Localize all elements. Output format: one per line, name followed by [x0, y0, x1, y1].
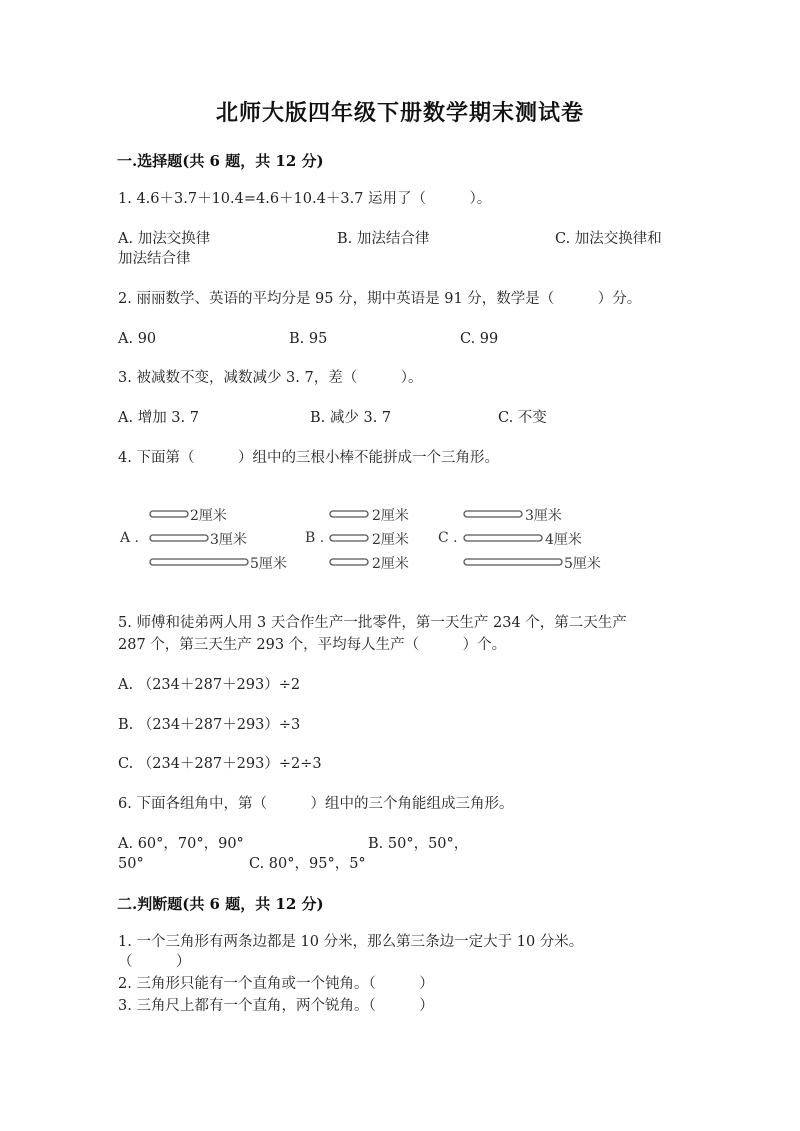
judgement-1-text-line-2: （ ）	[118, 954, 191, 970]
question-1-option-c: C. 加法交换律和	[555, 231, 662, 247]
judgement-3-text: 3. 三角尺上都有一个直角，两个锐角。（ ）	[118, 998, 434, 1014]
stick-a-2-length: 3厘米	[210, 532, 247, 548]
stick-a-1-length: 2厘米	[190, 508, 227, 524]
question-2-option-c: C. 99	[460, 331, 499, 347]
question-1-text: 1. 4.6＋3.7＋10.4=4.6＋10.4＋3.7 运用了（ ）。	[118, 191, 492, 207]
question-3-option-c: C. 不变	[498, 410, 547, 426]
question-5-option-a: A. （234＋287＋293）÷2	[118, 677, 301, 693]
stick-a-3	[150, 559, 248, 565]
stick-b-1-length: 2厘米	[372, 508, 409, 524]
question-6-option-a: A. 60°，70°，90°	[118, 836, 244, 852]
judgement-2-text: 2. 三角形只能有一个直角或一个钝角。（ ）	[118, 976, 434, 992]
question-2-option-b: B. 95	[289, 331, 328, 347]
section-heading-judgement: 二.判断题(共 6 题，共 12 分)	[117, 895, 324, 913]
question-3-option-b: B. 减少 3. 7	[310, 410, 392, 426]
stick-a-1	[150, 511, 188, 517]
stick-a-3-length: 5厘米	[250, 556, 287, 572]
stick-a-2	[150, 535, 208, 541]
stick-c-1	[464, 511, 522, 517]
question-1-option-a: A. 加法交换律	[118, 231, 211, 247]
stick-c-2	[464, 535, 542, 541]
question-2-text: 2. 丽丽数学、英语的平均分是 95 分，期中英语是 91 分，数学是（ ）分。	[118, 291, 642, 307]
question-5-option-c: C. （234＋287＋293）÷2÷3	[118, 756, 322, 772]
question-1-option-b: B. 加法结合律	[337, 231, 430, 247]
question-4-text: 4. 下面第（ ）组中的三根小棒不能拼成一个三角形。	[118, 450, 499, 466]
question-2-option-a: A. 90	[118, 331, 157, 347]
group-b-label: B .	[305, 530, 325, 546]
page-title: 北师大版四年级下册数学期末测试卷	[215, 100, 584, 126]
stick-c-2-length: 4厘米	[545, 532, 582, 548]
question-6-option-c: C. 80°，95°，5°	[249, 856, 366, 872]
stick-c-3-length: 5厘米	[564, 556, 601, 572]
group-a-label: A .	[120, 530, 140, 546]
question-5-text-line-2: 287 个，第三天生产 293 个，平均每人生产（ ）个。	[118, 637, 507, 653]
question-6-text: 6. 下面各组角中，第（ ）组中的三个角能组成三角形。	[118, 796, 514, 812]
stick-b-2	[330, 535, 368, 541]
question-5-text-line-1: 5. 师傅和徒弟两人用 3 天合作生产一批零件，第一天生产 234 个，第二天生产	[118, 615, 627, 631]
stick-b-1	[330, 511, 368, 517]
section-heading-choice: 一.选择题(共 6 题，共 12 分)	[117, 152, 324, 170]
question-6-option-b: B. 50°，50°，	[368, 836, 469, 852]
stick-b-3	[330, 559, 368, 565]
question-3-option-a: A. 增加 3. 7	[118, 410, 199, 426]
group-c-label: C .	[438, 530, 458, 546]
stick-b-2-length: 2厘米	[372, 532, 409, 548]
stick-c-1-length: 3厘米	[525, 508, 562, 524]
question-1-option-c-continued: 加法结合律	[118, 251, 191, 267]
question-5-option-b: B. （234＋287＋293）÷3	[118, 717, 301, 733]
question-6-option-b-continued: 50°	[118, 856, 144, 872]
judgement-1-text-line-1: 1. 一个三角形有两条边都是 10 分米，那么第三条边一定大于 10 分米。	[118, 934, 584, 950]
stick-c-3	[464, 559, 562, 565]
question-3-text: 3. 被减数不变，减数减少 3. 7，差（ ）。	[118, 370, 423, 386]
stick-b-3-length: 2厘米	[372, 556, 409, 572]
